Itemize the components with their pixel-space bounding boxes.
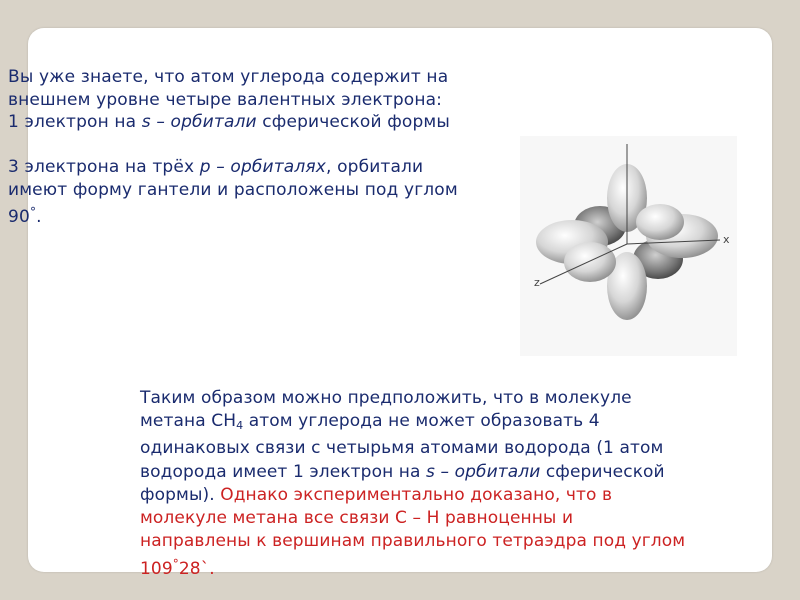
orbital-lobe-left-front (564, 242, 616, 282)
degree-sign: ° (29, 205, 37, 219)
orbital-lobe-right-back (636, 204, 684, 240)
axis-x-label: x (723, 233, 730, 246)
intro-text-segment: 3 электрона на трёх (8, 157, 200, 177)
conclusion-text (140, 387, 765, 582)
s-orbital-line (8, 111, 523, 134)
conclusion-line (140, 484, 765, 507)
conclusion-line: одинаковых связи с четырьмя атомами водорода (1 атом (140, 438, 664, 459)
conclusion-text-segment: атом углерода не может образовать 4 (243, 411, 600, 432)
highlight-line: молекуле метана все связи С – Н равноценны и (140, 508, 574, 529)
intro-line: имеют форму гантели и расположены под углом (8, 179, 458, 200)
subscript-4: 4 (236, 419, 244, 433)
tetrahedral-angle-line (140, 553, 765, 581)
highlight-text: Однако экспериментально доказано, что в (220, 484, 613, 505)
p-orbitals-diagram (520, 136, 737, 356)
angle-value: 90 (8, 207, 30, 227)
intro-line: Вы уже знаете, что атом углерода содержит на (8, 67, 449, 87)
p-orbital-line (8, 156, 523, 179)
s-orbital-term: s – орбитали (426, 461, 541, 482)
conclusion-text-segment: водорода имеет 1 электрон на (140, 461, 427, 482)
conclusion-line (140, 410, 765, 437)
conclusion-text-segment: формы). (140, 484, 221, 505)
conclusion-text-segment: сферической (540, 461, 665, 482)
conclusion-line: Таким образом можно предположить, что в молекуле (140, 388, 632, 408)
p-orbital-term: р – орбиталях (199, 157, 326, 177)
angle-line (8, 201, 523, 229)
degree-sign: ° (172, 557, 179, 572)
intro-text-segment: , орбитали (325, 157, 424, 177)
s-orbital-term: s – орбитали (141, 112, 257, 132)
intro-text-segment: 1 электрон на (8, 112, 142, 132)
angle-end: 28`. (178, 559, 215, 580)
intro-text-segment: сферической формы (256, 112, 450, 132)
highlight-line: направлены к вершинам правильного тетраэдра под углом (140, 531, 686, 552)
conclusion-line (140, 461, 765, 484)
intro-line: внешнем уровне четыре валентных электрона: (8, 89, 443, 110)
paragraph-gap (8, 134, 523, 157)
angle-value: 109 (140, 559, 173, 580)
axis-z-label: z (534, 276, 540, 289)
conclusion-text-segment: метана СН (140, 411, 237, 432)
orbitals-figure (520, 136, 737, 356)
intro-text (8, 66, 523, 229)
angle-end: . (36, 207, 42, 227)
